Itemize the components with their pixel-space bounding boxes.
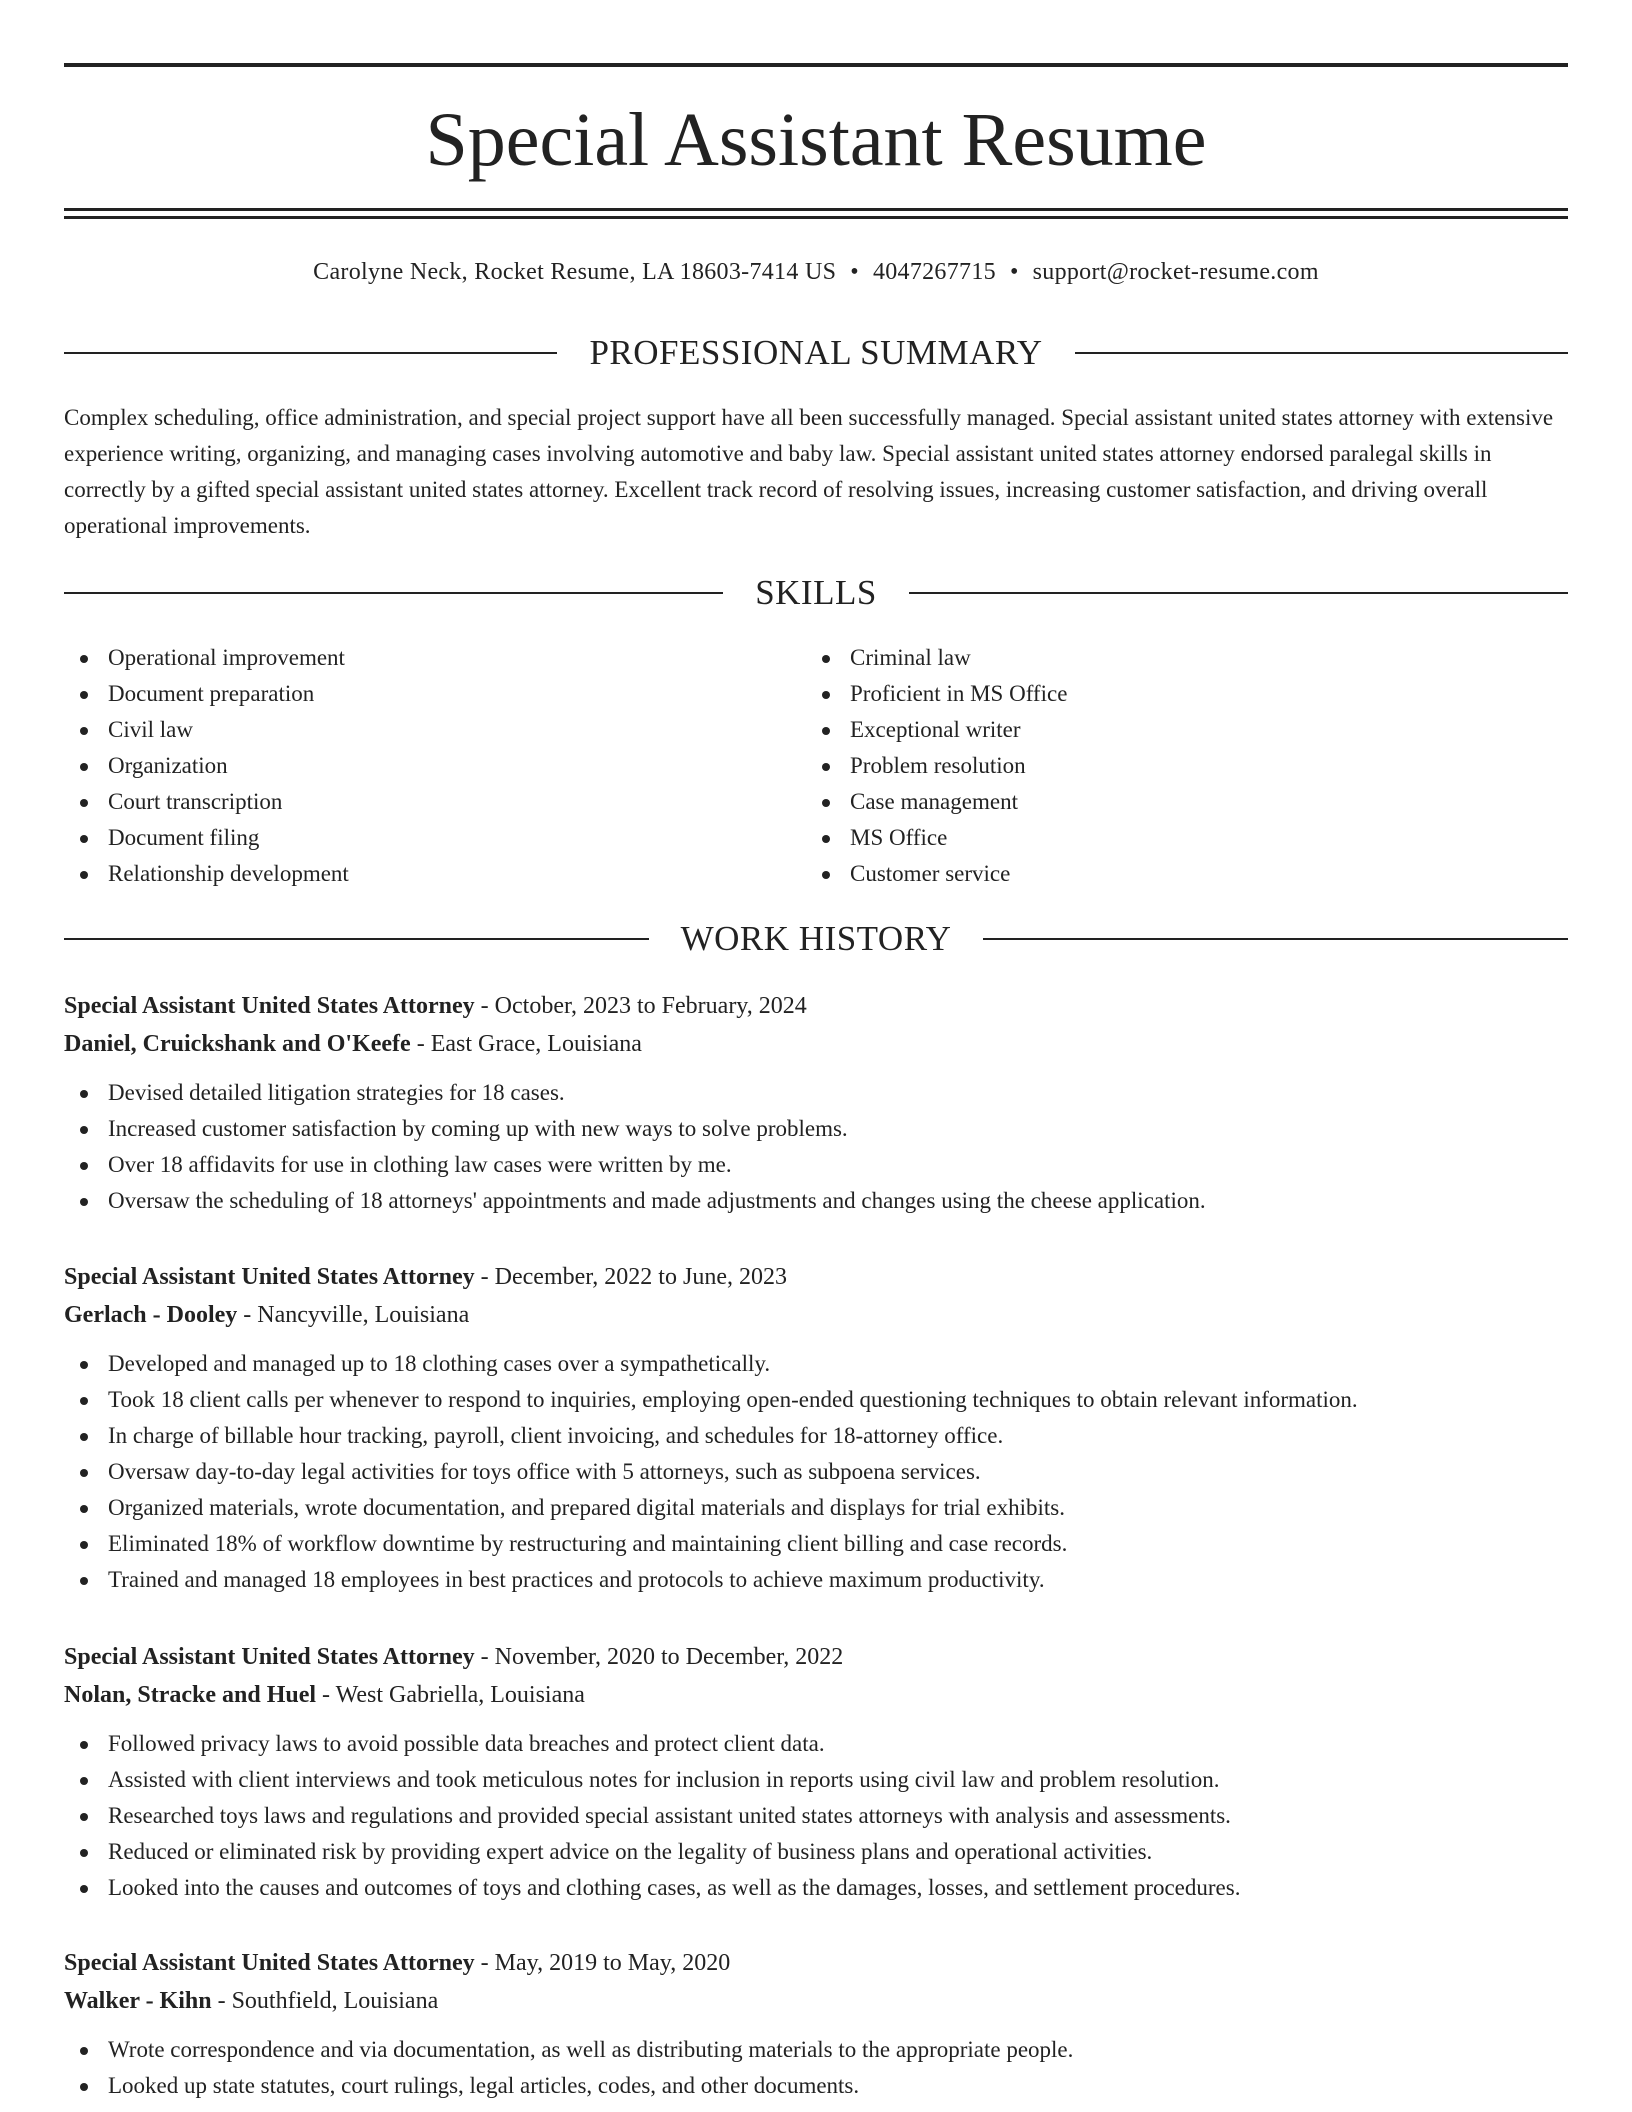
job-entry: [64, 1944, 1568, 2104]
job-bullet: Looked up state statutes, court rulings, legal articles, codes, and other documents.: [64, 2068, 1568, 2104]
skills-section-header: [64, 571, 1568, 615]
job-bullet: Trained and managed 18 employees in best practices and protocols to achieve maximum productivity.: [64, 1562, 1568, 1598]
skill-item: Operational improvement: [64, 640, 806, 676]
job-bullet: Reduced or eliminated risk by providing expert advice on the legality of business plans and operational activities.: [64, 1834, 1568, 1870]
skill-item: Criminal law: [806, 640, 1548, 676]
job-bullets: [64, 2032, 1568, 2104]
contact-phone: 4047267715: [872, 259, 996, 285]
job-location: - East Grace, Louisiana: [410, 1031, 642, 1057]
job-company: Daniel, Cruickshank and O'Keefe: [64, 1031, 411, 1057]
job-dates: - October, 2023 to February, 2024: [474, 993, 807, 1019]
contact-address: Carolyne Neck, Rocket Resume, LA 18603-7414 US: [313, 259, 837, 285]
section-rule: [983, 938, 1568, 940]
job-bullets: [64, 1075, 1568, 1219]
job-bullet: Eliminated 18% of workflow downtime by restructuring and maintaining client billing and case records.: [64, 1526, 1568, 1562]
job-company-line: [64, 1676, 1568, 1714]
job-bullets: [64, 1726, 1568, 1906]
skill-item: Relationship development: [64, 856, 806, 892]
section-rule: [1075, 352, 1568, 354]
job-company: Nolan, Stracke and Huel: [64, 1682, 317, 1708]
job-company-line: [64, 1025, 1568, 1063]
job-title-line: [64, 987, 1568, 1025]
top-rule: [64, 63, 1568, 67]
job-bullet: Developed and managed up to 18 clothing cases over a sympathetically.: [64, 1346, 1568, 1382]
job-bullet: Researched toys laws and regulations and provided special assistant united states attorneys with analysis and assessments.: [64, 1798, 1568, 1834]
job-dates: - November, 2020 to December, 2022: [474, 1644, 844, 1670]
job-title: Special Assistant United States Attorney: [64, 1264, 475, 1290]
job-bullets: [64, 1346, 1568, 1598]
summary-section-header: [64, 331, 1568, 375]
job-location: - Nancyville, Louisiana: [237, 1302, 470, 1328]
job-location: - West Gabriella, Louisiana: [316, 1682, 585, 1708]
contact-email: support@rocket-resume.com: [1032, 259, 1319, 285]
job-bullet: Devised detailed litigation strategies for 18 cases.: [64, 1075, 1568, 1111]
skill-item: Customer service: [806, 856, 1548, 892]
section-rule: [64, 352, 557, 354]
skill-item: Court transcription: [64, 784, 806, 820]
section-rule: [909, 592, 1568, 594]
job-bullet: Oversaw the scheduling of 18 attorneys' appointments and made adjustments and changes using the cheese application.: [64, 1183, 1568, 1219]
contact-separator: •: [850, 259, 859, 285]
job-company: Walker - Kihn: [64, 1988, 212, 2014]
skill-item: Proficient in MS Office: [806, 676, 1548, 712]
contact-separator: •: [1009, 259, 1019, 285]
job-title: Special Assistant United States Attorney: [64, 993, 475, 1019]
job-dates: - December, 2022 to June, 2023: [474, 1264, 787, 1290]
section-rule: [64, 938, 649, 940]
job-title-line: [64, 1944, 1568, 1982]
contact-line: [64, 254, 1568, 290]
job-title-line: [64, 1638, 1568, 1676]
job-bullet: In charge of billable hour tracking, payroll, client invoicing, and schedules for 18-attorney office.: [64, 1418, 1568, 1454]
work-section-header: [64, 917, 1568, 961]
skill-item: Problem resolution: [806, 748, 1548, 784]
job-entry: [64, 1638, 1568, 1906]
title-double-rule: [64, 208, 1568, 219]
job-entry: [64, 1258, 1568, 1598]
job-title: Special Assistant United States Attorney: [64, 1950, 475, 1976]
skill-item: Organization: [64, 748, 806, 784]
skills-column-right: [806, 640, 1548, 892]
job-bullet: Followed privacy laws to avoid possible data breaches and protect client data.: [64, 1726, 1568, 1762]
job-bullet: Over 18 affidavits for use in clothing law cases were written by me.: [64, 1147, 1568, 1183]
skill-item: Exceptional writer: [806, 712, 1548, 748]
job-bullet: Wrote correspondence and via documentation, as well as distributing materials to the appropriate people.: [64, 2032, 1568, 2068]
job-bullet: Oversaw day-to-day legal activities for toys office with 5 attorneys, such as subpoena services.: [64, 1454, 1568, 1490]
skills-list: [64, 640, 1568, 892]
job-bullet: Organized materials, wrote documentation, and prepared digital materials and displays for trial exhibits.: [64, 1490, 1568, 1526]
skills-column-left: [64, 640, 806, 892]
summary-text: Complex scheduling, office administration, and special project support have all been successfully managed. Special assistant united states attorney with extensive experience writing, organizing, and managing cases involving automotive and baby law. Special assistant united states attorney endorsed paralegal skills in correctly by a gifted special assistant united states attorney. Excellent track record of resolving issues, increasing customer satisfaction, and driving overall operational improvements.: [64, 405, 1554, 538]
job-bullet: Took 18 client calls per whenever to respond to inquiries, employing open-ended questioning techniques to obtain relevant information.: [64, 1382, 1568, 1418]
job-title-line: [64, 1258, 1568, 1296]
job-bullet: Assisted with client interviews and took meticulous notes for inclusion in reports using civil law and problem resolution.: [64, 1762, 1568, 1798]
page-title: Special Assistant Resume: [425, 98, 1207, 182]
skill-item: Document filing: [64, 820, 806, 856]
work-heading: WORK HISTORY: [680, 919, 952, 958]
job-company-line: [64, 1982, 1568, 2020]
skill-item: Document preparation: [64, 676, 806, 712]
summary-heading: PROFESSIONAL SUMMARY: [589, 333, 1043, 372]
job-company: Gerlach - Dooley: [64, 1302, 238, 1328]
job-company-line: [64, 1296, 1568, 1334]
skill-item: MS Office: [806, 820, 1548, 856]
job-entry: [64, 987, 1568, 1219]
skills-heading: SKILLS: [755, 573, 877, 612]
job-title: Special Assistant United States Attorney: [64, 1644, 475, 1670]
skill-item: Case management: [806, 784, 1548, 820]
skill-item: Civil law: [64, 712, 806, 748]
job-location: - Southfield, Louisiana: [211, 1988, 439, 2014]
section-rule: [64, 592, 723, 594]
job-dates: - May, 2019 to May, 2020: [474, 1950, 731, 1976]
job-bullet: Looked into the causes and outcomes of toys and clothing cases, as well as the damages, losses, and settlement procedures.: [64, 1870, 1568, 1906]
job-bullet: Increased customer satisfaction by coming up with new ways to solve problems.: [64, 1111, 1568, 1147]
